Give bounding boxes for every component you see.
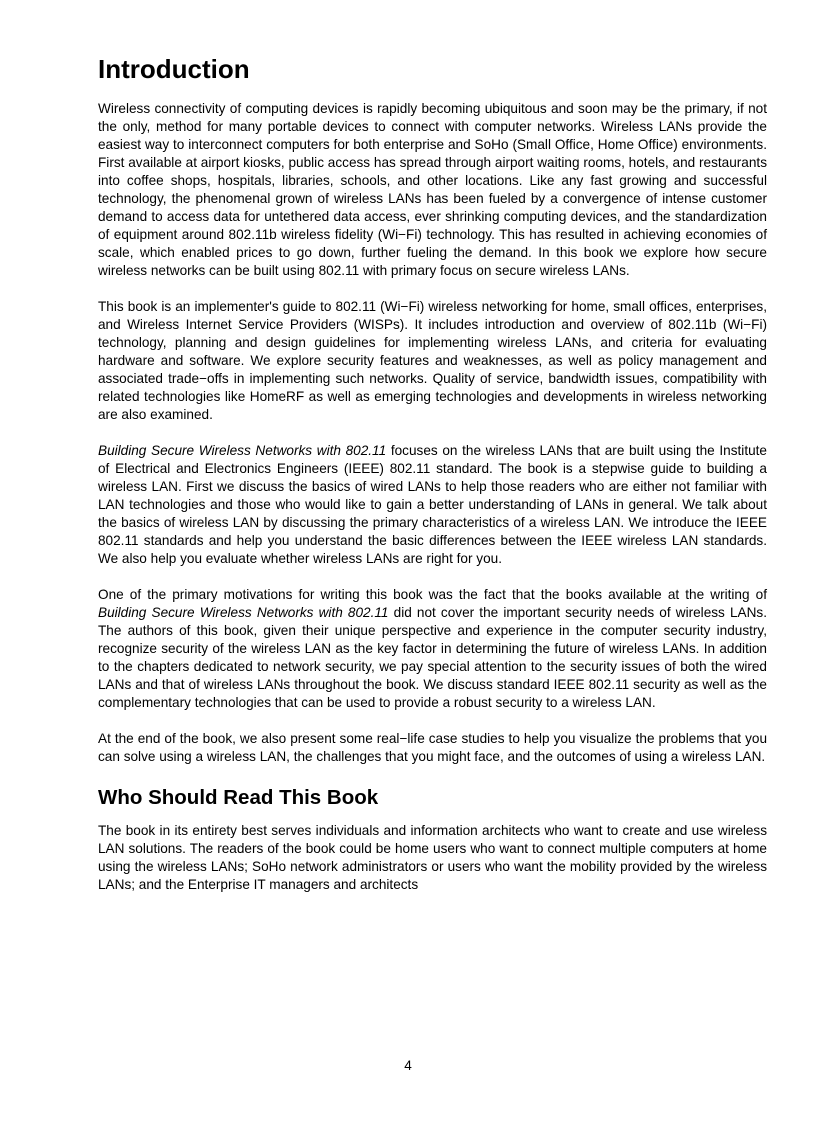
- section-heading-who-should-read: Who Should Read This Book: [98, 786, 379, 809]
- book-title-italic: Building Secure Wireless Networks with 802.11: [98, 443, 387, 458]
- document-page: [98, 52, 767, 894]
- intro-paragraph-5: At the end of the book, we also present some real−life case studies to help you visualize the problems that you can solve using a wireless LAN, the challenges that you might face, and the outcomes of using a wireless LAN.: [98, 731, 767, 764]
- intro-paragraph-3-text: focuses on the wireless LANs that are built using the Institute of Electrical and Electronics Engineers (IEEE) 802.11 standard. The book is a stepwise guide to building a wireless LAN. First we discuss the basics of wired LANs to help those readers who are either not familiar with LAN technologies and those who would like to gain a better understanding of LANs in general. We talk about the basics of wireless LAN by discussing the primary characteristics of a wireless LAN. We introduce the IEEE 802.11 standards and help you understand the basic differences between the IEEE wireless LAN standards. We also help you evaluate whether wireless LANs are right for you.: [98, 443, 767, 566]
- intro-paragraph-4: [98, 586, 767, 712]
- book-title-italic: Building Secure Wireless Networks with 802.11: [98, 605, 389, 620]
- intro-paragraph-2: This book is an implementer's guide to 802.11 (Wi−Fi) wireless networking for home, small offices, enterprises, and Wireless Internet Service Providers (WISPs). It includes introduction and overview of 802.11b (Wi−Fi) technology, planning and design guidelines for implementing wireless LANs, and criteria for evaluating hardware and software. We explore security features and weaknesses, as well as policy management and associated trade−offs in implementing such networks. Quality of service, bandwidth issues, compatibility with related technologies like HomeRF as well as emerging technologies and developments in wireless networking are also examined.: [98, 299, 767, 422]
- who-should-read-paragraph-1: The book in its entirety best serves individuals and information architects who want to create and use wireless LAN solutions. The readers of the book could be home users who want to connect multiple computers at home using the wireless LANs; SoHo network administrators or users who want the mobility provided by the wireless LANs; and the Enterprise IT managers and architects: [98, 823, 767, 892]
- intro-paragraph-3: [98, 442, 767, 568]
- intro-paragraph-1: Wireless connectivity of computing devices is rapidly becoming ubiquitous and soon may be the primary, if not the only, method for many portable devices to connect with computer networks. Wireless LANs provide the easiest way to interconnect computers for both enterprise and SoHo (Small Office, Home Office) environments. First available at airport kiosks, public access has spread through airport waiting rooms, hotels, and restaurants into coffee shops, hospitals, libraries, schools, and other locations. Like any fast growing and successful technology, the phenomenal grown of wireless LANs has been fueled by a convergence of intense customer demand to access data for untethered data access, ever shrinking computing devices, and the standardization of equipment around 802.11b wireless fidelity (Wi−Fi) technology. This has resulted in achieving economies of scale, which enabled prices to go down, further fueling the demand. In this book we explore how secure wireless networks can be built using 802.11 with primary focus on secure wireless LANs.: [98, 101, 767, 278]
- page-number: 4: [404, 1058, 412, 1073]
- section-heading-introduction: Introduction: [98, 54, 250, 84]
- intro-paragraph-4-start: One of the primary motivations for writing this book was the fact that the books available at the writing of: [98, 587, 767, 602]
- intro-paragraph-4-text: did not cover the important security needs of wireless LANs. The authors of this book, given their unique perspective and experience in the computer security industry, recognize security of the wireless LAN as the key factor in determining the future of wireless LANs. In addition to the chapters dedicated to network security, we pay special attention to the security issues of both the wired LANs and that of wireless LANs throughout the book. We discuss standard IEEE 802.11 security as well as the complementary technologies that can be used to provide a robust security to a wireless LAN.: [98, 605, 767, 710]
